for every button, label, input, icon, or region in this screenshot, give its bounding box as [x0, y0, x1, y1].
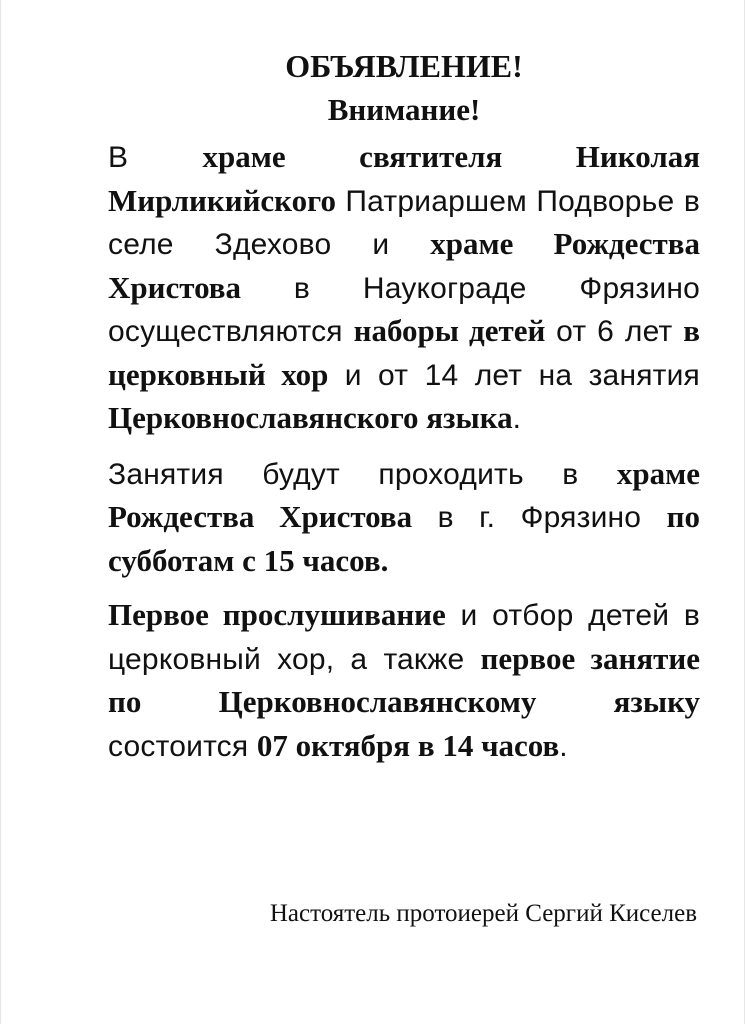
- text-run: и отбор детей в церковный хор, а также: [108, 599, 700, 676]
- text-run-bold: по субботам с 15 часов.: [108, 499, 700, 578]
- text-run: в г. Фрязино: [412, 501, 667, 534]
- text-run-bold: первое занятие по Церковнославянскому языку: [108, 640, 700, 719]
- text-run-bold: Церковнославянского языка: [108, 400, 513, 435]
- text-run: .: [512, 402, 522, 435]
- announcement-subtitle: Внимание!: [327, 92, 481, 127]
- paragraph-schedule: [108, 453, 700, 583]
- text-run: от 6 лет: [545, 315, 684, 348]
- text-run-bold: Первое прослушивание: [108, 597, 446, 632]
- text-run: Патриаршем Подворье в селе Здехово и: [108, 184, 700, 261]
- text-run: в Наукограде Фрязино осуществляются: [108, 271, 700, 348]
- text-run: .: [559, 729, 568, 763]
- text-run-bold: наборы детей: [353, 313, 546, 348]
- text-run: и от 14 лет на занятия: [328, 358, 700, 392]
- paragraph-first-audition: [108, 594, 700, 768]
- text-run: состоится: [108, 729, 257, 763]
- text-run-bold: храме Рождества Христова: [108, 226, 700, 305]
- text-run-bold: храме Рождества Христова: [108, 455, 700, 534]
- text-run-bold: в церковный хор: [108, 313, 700, 392]
- text-run: Занятия будут проходить в: [108, 457, 617, 491]
- text-run-bold: храме святителя Николая Мирликийского: [108, 139, 700, 218]
- paragraph-enrollment: [108, 136, 700, 441]
- announcement-title: ОБЪЯВЛЕНИЕ!: [285, 48, 523, 84]
- rector-signature: Настоятель протоиерей Сергий Киселев: [269, 900, 697, 927]
- text-run: В: [108, 141, 203, 174]
- announcement-body: [108, 44, 700, 780]
- text-run-bold: 07 октября в 14 часов: [256, 727, 560, 763]
